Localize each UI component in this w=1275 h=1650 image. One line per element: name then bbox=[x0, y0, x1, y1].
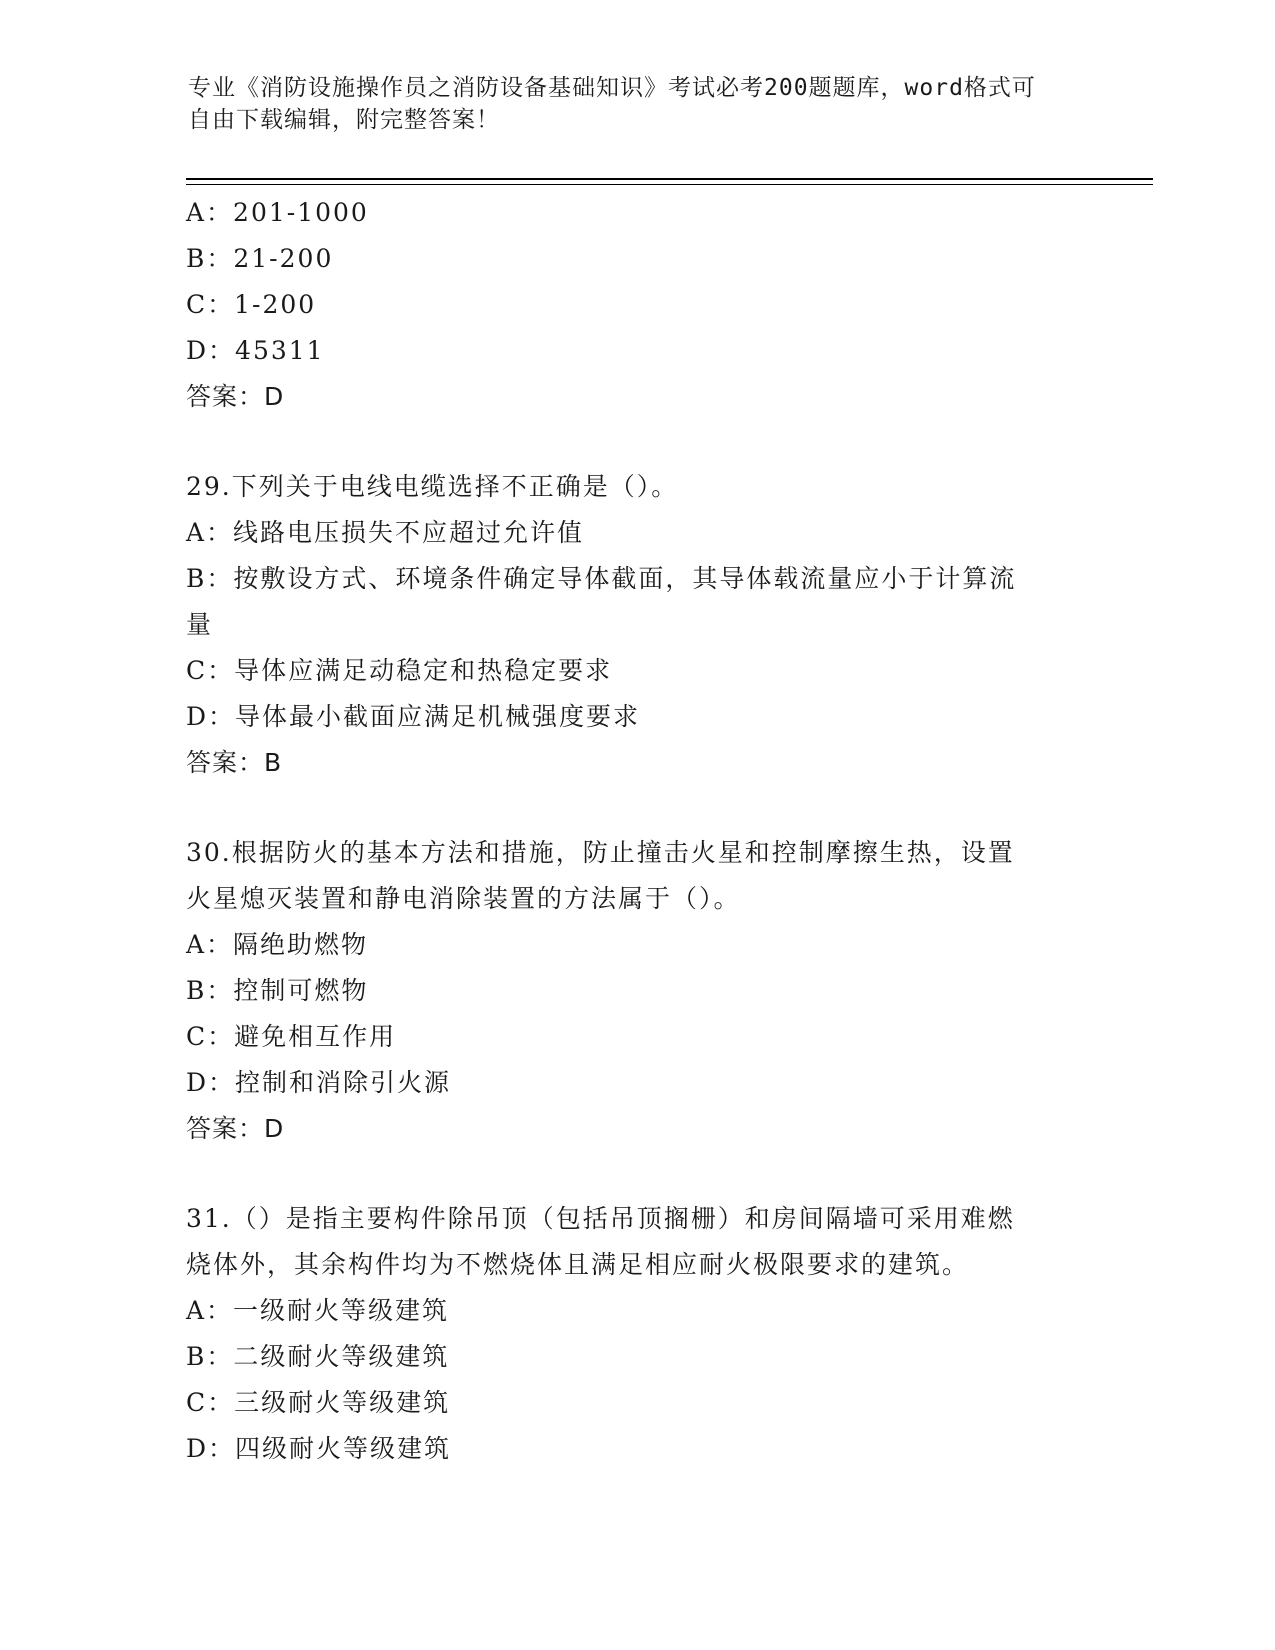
option-a: A：线路电压损失不应超过允许值 bbox=[186, 518, 585, 547]
option-a: A：隔绝助燃物 bbox=[186, 930, 369, 959]
option-c: C：三级耐火等级建筑 bbox=[186, 1388, 451, 1417]
answer-line: 答案：D bbox=[186, 1114, 285, 1143]
answer-line: 答案：D bbox=[186, 382, 285, 411]
header-divider-thin bbox=[186, 184, 1153, 185]
question-block-29 bbox=[186, 464, 1086, 786]
answer-line: 答案：B bbox=[186, 748, 283, 777]
question-block-31 bbox=[186, 1196, 1086, 1472]
option-b: B：21-200 bbox=[186, 244, 334, 273]
option-d: D：四级耐火等级建筑 bbox=[186, 1434, 452, 1463]
header-line-2: 自由下载编辑，附完整答案！ bbox=[188, 107, 500, 133]
option-d: D：45311 bbox=[186, 336, 325, 365]
question-stem-continued: 火星熄灭装置和静电消除装置的方法属于（）。 bbox=[186, 884, 741, 913]
question-stem: 31.（）是指主要构件除吊顶（包括吊顶搁栅）和房间隔墙可采用难燃 bbox=[186, 1204, 1015, 1233]
header-divider-thick bbox=[186, 178, 1153, 180]
option-b-continued: 量 bbox=[186, 610, 214, 639]
option-a: A：一级耐火等级建筑 bbox=[186, 1296, 450, 1325]
option-d: D：控制和消除引火源 bbox=[186, 1068, 452, 1097]
option-a: A：201-1000 bbox=[186, 198, 369, 227]
option-b: B：二级耐火等级建筑 bbox=[186, 1342, 450, 1371]
document-header bbox=[188, 72, 1088, 136]
question-stem: 30.根据防火的基本方法和措施，防止撞击火星和控制摩擦生热，设置 bbox=[186, 838, 1015, 867]
question-stem-continued: 烧体外，其余构件均为不燃烧体且满足相应耐火极限要求的建筑。 bbox=[186, 1250, 970, 1279]
option-b: B：控制可燃物 bbox=[186, 976, 369, 1005]
option-d: D：导体最小截面应满足机械强度要求 bbox=[186, 702, 641, 731]
option-c: C：1-200 bbox=[186, 290, 317, 319]
question-stem: 29.下列关于电线电缆选择不正确是（）。 bbox=[186, 472, 679, 501]
question-block-30 bbox=[186, 830, 1086, 1152]
option-c: C：导体应满足动稳定和热稳定要求 bbox=[186, 656, 613, 685]
question-block-28 bbox=[186, 190, 1086, 420]
option-b: B：按敷设方式、环境条件确定导体截面，其导体载流量应小于计算流 bbox=[186, 564, 1017, 593]
option-c: C：避免相互作用 bbox=[186, 1022, 397, 1051]
header-line-1: 专业《消防设施操作员之消防设备基础知识》考试必考200题题库，word格式可 bbox=[188, 75, 1036, 101]
document-body bbox=[186, 190, 1086, 1472]
